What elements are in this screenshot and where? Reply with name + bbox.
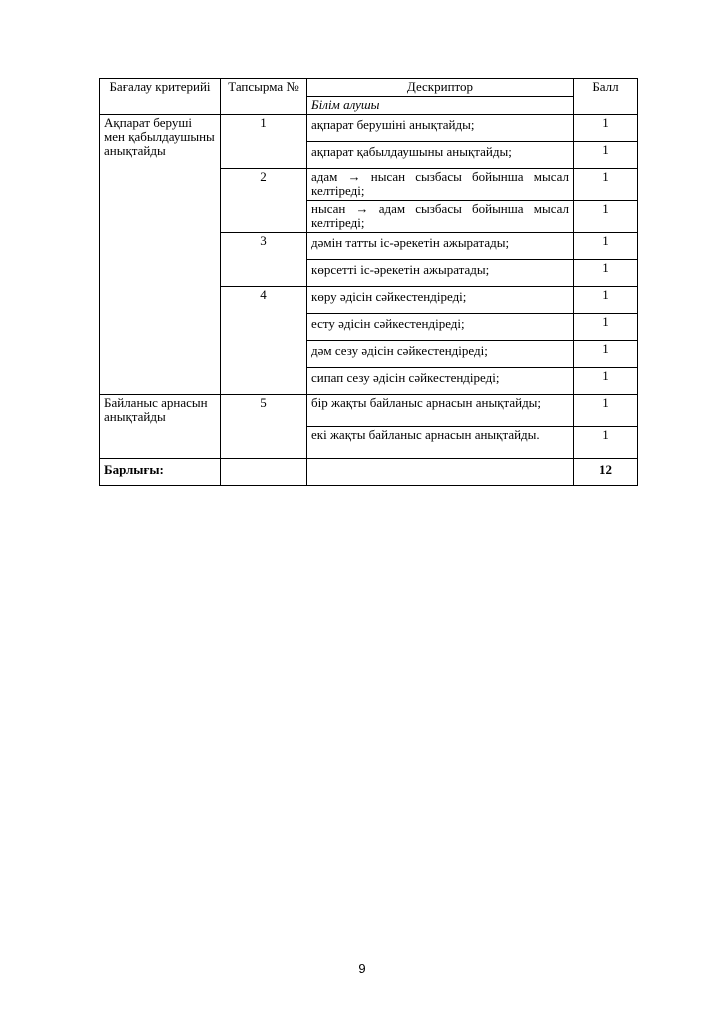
total-empty-descriptor xyxy=(307,459,574,486)
score-cell: 1 xyxy=(574,341,638,368)
descriptor-cell: ақпарат қабылдаушыны анықтайды; xyxy=(307,142,574,169)
descriptor-cell: бір жақты байланыс арнасын анықтайды; xyxy=(307,395,574,427)
total-row xyxy=(100,459,638,486)
header-score: Балл xyxy=(574,79,638,115)
descriptor-cell: ақпарат берушіні анықтайды; xyxy=(307,115,574,142)
descriptor-cell: нысан → адам сызбасы бойынша мысал келтіреді; xyxy=(307,201,574,233)
score-cell: 1 xyxy=(574,142,638,169)
total-empty-task xyxy=(221,459,307,486)
assessment-rubric-table xyxy=(99,78,638,486)
criterion-cell: Ақпарат беруші мен қабылдаушыны анықтайды xyxy=(100,115,221,395)
descriptor-cell: сипап сезу әдісін сәйкестендіреді; xyxy=(307,368,574,395)
task-number: 4 xyxy=(221,287,307,395)
page-number: 9 xyxy=(358,961,366,976)
header-task: Тапсырма № xyxy=(221,79,307,115)
descriptor-cell: дәм сезу әдісін сәйкестендіреді; xyxy=(307,341,574,368)
total-score: 12 xyxy=(574,459,638,486)
header-row xyxy=(100,79,638,97)
criterion-cell: Байланыс арнасын анықтайды xyxy=(100,395,221,459)
header-criteria: Бағалау критерийі xyxy=(100,79,221,115)
table-row xyxy=(100,395,638,427)
score-cell: 1 xyxy=(574,368,638,395)
table-row xyxy=(100,115,638,142)
descriptor-cell: есту әдісін сәйкестендіреді; xyxy=(307,314,574,341)
score-cell: 1 xyxy=(574,233,638,260)
header-descriptor: Дескриптор xyxy=(307,79,574,97)
task-number: 3 xyxy=(221,233,307,287)
descriptor-cell: көру әдісін сәйкестендіреді; xyxy=(307,287,574,314)
task-number: 1 xyxy=(221,115,307,169)
score-cell: 1 xyxy=(574,314,638,341)
descriptor-cell: дәмін татты іс-әрекетін ажыратады; xyxy=(307,233,574,260)
task-number: 2 xyxy=(221,169,307,233)
score-cell: 1 xyxy=(574,201,638,233)
descriptor-cell: адам → нысан сызбасы бойынша мысал келтіреді; xyxy=(307,169,574,201)
score-cell: 1 xyxy=(574,287,638,314)
score-cell: 1 xyxy=(574,260,638,287)
score-cell: 1 xyxy=(574,395,638,427)
score-cell: 1 xyxy=(574,115,638,142)
descriptor-cell: екі жақты байланыс арнасын анықтайды. xyxy=(307,427,574,459)
total-label: Барлығы: xyxy=(100,459,221,486)
header-descriptor-subtitle: Білім алушы xyxy=(307,97,574,115)
score-cell: 1 xyxy=(574,427,638,459)
task-number: 5 xyxy=(221,395,307,459)
descriptor-cell: көрсетті іс-әрекетін ажыратады; xyxy=(307,260,574,287)
score-cell: 1 xyxy=(574,169,638,201)
